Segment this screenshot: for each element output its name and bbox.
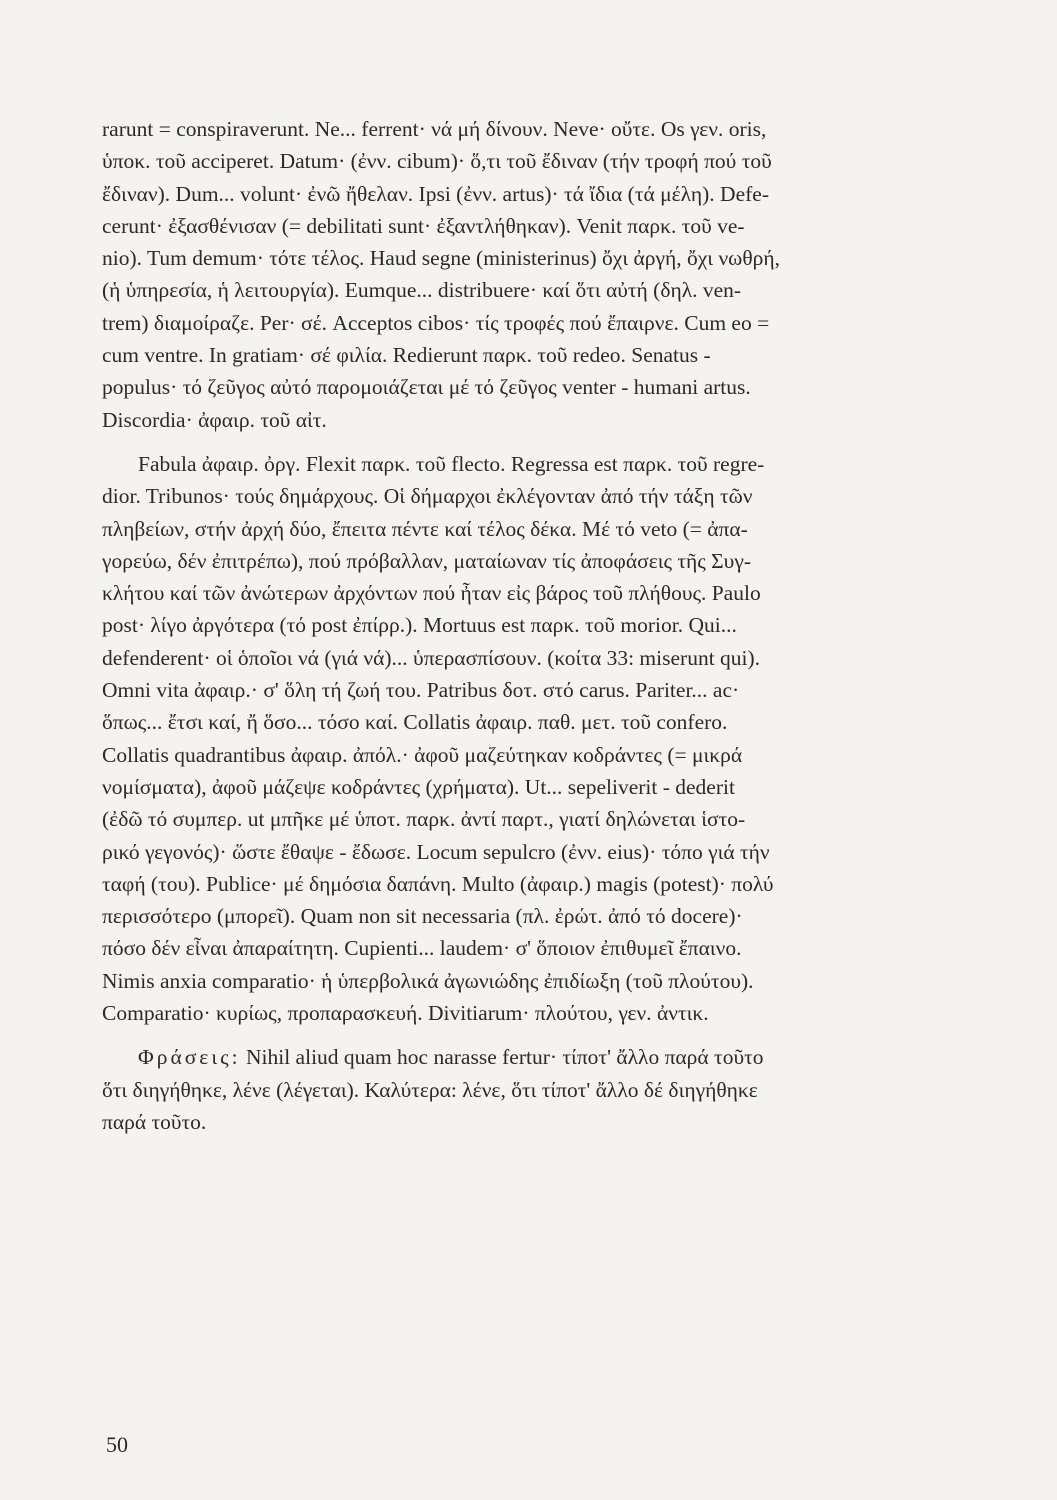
- text-line: γορεύω, δέν ἐπιτρέπω), πού πρόβαλλαν, ματαίωναν τίς ἀποφάσεις τῆς Συγ-: [102, 548, 751, 573]
- text-line: Discordia· ἀφαιρ. τοῦ αἰτ.: [102, 407, 327, 432]
- text-line: ὑποκ. τοῦ acciperet. Datum· (ἐνν. cibum)· ὅ,τι τοῦ ἔδιναν (τήν τροφή πού τοῦ: [102, 149, 772, 174]
- text-line: cum ventre. In gratiam· σέ φιλία. Redierunt παρκ. τοῦ redeo. Senatus -: [102, 343, 711, 368]
- paragraph-2: [102, 448, 972, 1029]
- page-number: 50: [106, 1432, 128, 1457]
- phrases-label: Φράσεις:: [138, 1045, 241, 1070]
- text-line: (ἡ ὑπηρεσία, ἡ λειτουργία). Eumque... distribuere· καί ὅτι αὐτή (δηλ. ven-: [102, 278, 742, 303]
- text-line: dior. Tribunos· τούς δημάρχους. Οἱ δήμαρχοι ἐκλέγονταν ἀπό τήν τάξη τῶν: [102, 484, 753, 509]
- paragraph-1: [102, 113, 972, 436]
- text-line: κλήτου καί τῶν ἀνώτερων ἀρχόντων πού ἦταν εἰς βάρος τοῦ πλήθους. Paulo: [102, 581, 761, 606]
- text-line: Fabula ἀφαιρ. ὀργ. Flexit παρκ. τοῦ flecto. Regressa est παρκ. τοῦ regre-: [138, 451, 765, 476]
- body-text: [102, 113, 972, 1138]
- paragraph-spacer: [102, 436, 972, 448]
- text-line: πληβείων, στήν ἀρχή δύο, ἔπειτα πέντε καί τέλος δέκα. Μέ τό veto (= ἀπα-: [102, 516, 748, 541]
- text-line: (ἐδῶ τό συμπερ. ut μπῆκε μέ ὑποτ. παρκ. ἀντί παρτ., γιατί δηλώνεται ἱστο-: [102, 807, 746, 832]
- text-line: cerunt· ἐξασθένισαν (= debilitati sunt· ἐξαντλήθηκαν). Venit παρκ. τοῦ ve-: [102, 213, 745, 238]
- text-line: Comparatio· κυρίως, προπαρασκευή. Divitiarum· πλούτου, γεν. ἀντικ.: [102, 1001, 709, 1026]
- text-line: Omni vita ἀφαιρ.· σ' ὅλη τή ζωή του. Patribus δοτ. στό carus. Pariter... ac·: [102, 678, 740, 703]
- text-line: παρά τοῦτο.: [102, 1109, 207, 1134]
- text-line: trem) διαμοίραζε. Per· σέ. Acceptos cibos· τίς τροφές πού ἔπαιρνε. Cum eo =: [102, 310, 770, 335]
- text-line: nio). Tum demum· τότε τέλος. Haud segne (ministerinus) ὄχι ἀργή, ὄχι νωθρή,: [102, 246, 780, 271]
- text-line: ταφή (του). Publice· μέ δημόσια δαπάνη. Multo (ἀφαιρ.) magis (potest)· πολύ: [102, 871, 774, 896]
- paragraph-spacer: [102, 1029, 972, 1041]
- text-line: Collatis quadrantibus ἀφαιρ. ἀπόλ.· ἀφοῦ μαζεύτηκαν κοδράντες (= μικρά: [102, 742, 743, 767]
- text-line: rarunt = conspiraverunt. Ne... ferrent· νά μή δίνουν. Neve· οὔτε. Os γεν. oris,: [102, 117, 767, 141]
- text-line: post· λίγο ἀργότερα (τό post ἐπίρρ.). Mortuus est παρκ. τοῦ morior. Qui...: [102, 613, 737, 638]
- text-line: ἔδιναν). Dum... volunt· ἐνῶ ἤθελαν. Ipsi (ἐνν. artus)· τά ἴδια (τά μέλη). Defe-: [102, 181, 769, 206]
- text-line: populus· τό ζεῦγος αὐτό παρομοιάζεται μέ τό ζεῦγος venter - humani artus.: [102, 375, 751, 400]
- text-line: πόσο δέν εἶναι ἀπαραίτητη. Cupienti... laudem· σ' ὅποιον ἐπιθυμεῖ ἔπαινο.: [102, 936, 742, 961]
- text-line: νομίσματα), ἀφοῦ μάζεψε κοδράντες (χρήματα). Ut... sepeliverit - dederit: [102, 774, 735, 799]
- text-line: defenderent· οἱ ὁποῖοι νά (γιά νά)... ὑπερασπίσουν. (κοίτα 33: miserunt qui).: [102, 645, 761, 670]
- text-line: περισσότερο (μπορεῖ). Quam non sit necessaria (πλ. ἐρώτ. ἀπό τό docere)·: [102, 904, 743, 929]
- text-line: Nimis anxia comparatio· ἡ ὑπερβολικά ἀγωνιώδης ἐπιδίωξη (τοῦ πλούτου).: [102, 968, 754, 993]
- text-line: ὅπως... ἔτσι καί, ἤ ὅσο... τόσο καί. Collatis ἀφαιρ. παθ. μετ. τοῦ confero.: [102, 710, 728, 735]
- text-line: ὅτι διηγήθηκε, λένε (λέγεται). Καλύτερα: λένε, ὅτι τίποτ' ἄλλο δέ διηγήθηκε: [102, 1077, 758, 1102]
- text-line-content: Nihil aliud quam hoc narasse fertur· τίποτ' ἄλλο παρά τοῦτο: [240, 1045, 764, 1070]
- text-line: [102, 1041, 972, 1073]
- paragraph-3: [102, 1041, 972, 1138]
- text-line: ρικό γεγονός)· ὥστε ἔθαψε - ἔδωσε. Locum sepulcro (ἐνν. eius)· τόπο γιά τήν: [102, 839, 770, 864]
